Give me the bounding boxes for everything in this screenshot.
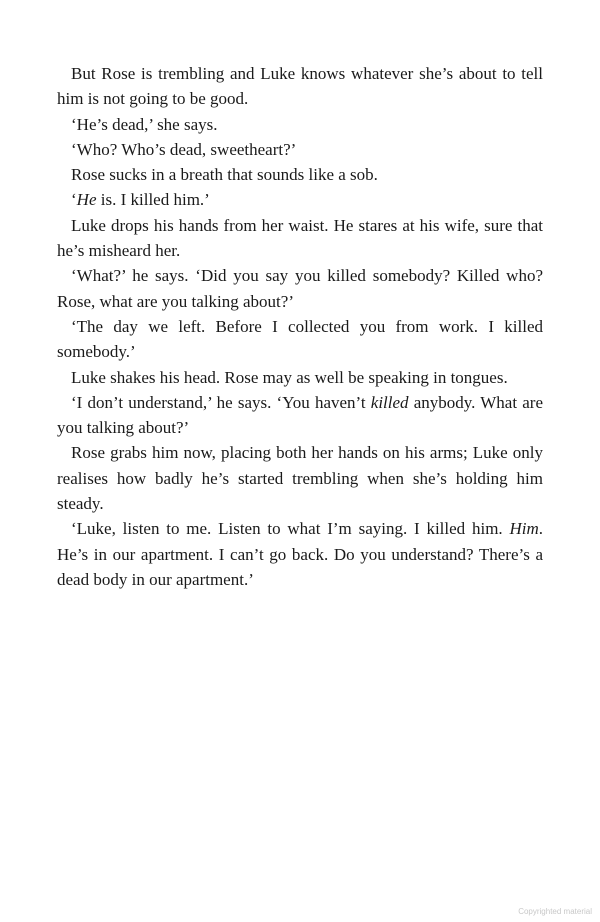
paragraph-9: Luke shakes his head. Rose may as well be speaking in tongues. [71, 367, 508, 387]
paragraph-7: ‘What?’ he says. ‘Did you say you killed somebody? Killed who? Rose, what are you talking about?’ [57, 266, 543, 311]
paragraph-5-after: is. I killed him.’ [96, 190, 210, 210]
paragraph-10-emphasis: killed [370, 392, 409, 412]
paragraph-3: ‘Who? Who’s dead, sweetheart?’ [71, 139, 297, 159]
paragraph-5 [57, 187, 543, 212]
paragraph-4: Rose sucks in a breath that sounds like a sob. [71, 165, 378, 185]
paragraph-1: But Rose is trembling and Luke knows whatever she’s about to tell him is not going to be good. [57, 64, 543, 109]
paragraph-11: Rose grabs him now, placing both her hands on his arms; Luke only realises how badly he’s started trembling when she’s holding him steady. [57, 443, 543, 514]
paragraph-12-after: . He’s in our apartment. I can’t go back. Do you understand? There’s a dead body in our apartment.’ [57, 519, 543, 589]
paragraph-10 [57, 390, 543, 441]
paragraph-12-emphasis: Him [509, 519, 539, 539]
paragraph-12 [57, 516, 543, 592]
paragraph-8: ‘The day we left. Before I collected you from work. I killed somebody.’ [57, 316, 543, 362]
paragraph-5-before: ‘ [71, 190, 77, 210]
paragraph-12-before: ‘Luke, listen to me. Listen to what I’m saying. I killed him. [71, 519, 510, 539]
page-body [57, 61, 543, 592]
paragraph-10-before: ‘I don’t understand,’ he says. ‘You haven’t [71, 392, 371, 412]
copyright-watermark: Copyrighted material [518, 907, 592, 916]
paragraph-2: ‘He’s dead,’ she says. [71, 114, 218, 134]
paragraph-5-emphasis: He [76, 190, 97, 210]
paragraph-6: Luke drops his hands from her waist. He stares at his wife, sure that he’s misheard her. [57, 215, 543, 261]
paragraph-10-after: anybody. What are you talking about?’ [57, 392, 543, 438]
